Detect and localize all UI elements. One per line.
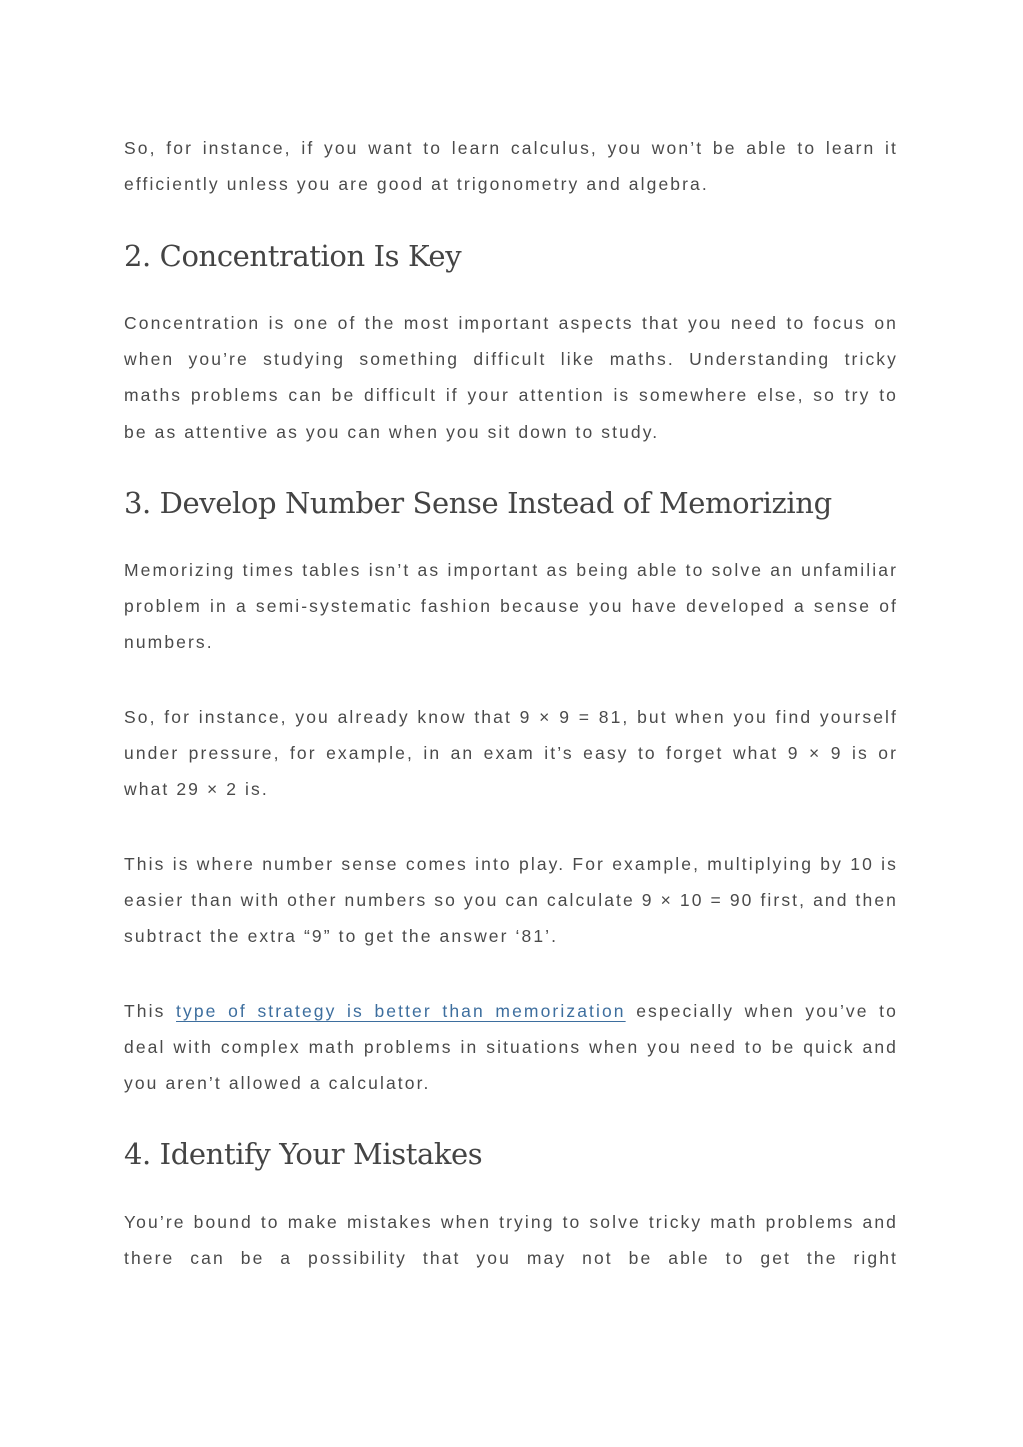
number-sense-paragraph-3: This is where number sense comes into play. For example, multiplying by 10 is easier than with other numbers so you can calculate 9 × 10 = 90 first, and then subtract the extra “9” to get the answer ‘81’.: [124, 854, 898, 947]
number-sense-paragraph-1: Memorizing times tables isn’t as important as being able to solve an unfamiliar problem in a semi-systematic fashion because you have developed a sense of numbers.: [124, 560, 898, 653]
paragraph-text-after-link: especially when you’ve to deal with complex math problems in situations when you need to be quick and you aren’t allowed a calculator.: [124, 1001, 898, 1094]
strategy-article-link[interactable]: type of strategy is better than memorization: [176, 1001, 626, 1021]
section-heading-number-sense: 3. Develop Number Sense Instead of Memorizing: [124, 486, 832, 520]
mistakes-paragraph: You’re bound to make mistakes when trying to solve tricky math problems and there can be a possibility that you may not be able to get the right: [124, 1212, 898, 1269]
number-sense-paragraph-4: [124, 993, 898, 1102]
section-heading-concentration: 2. Concentration Is Key: [124, 239, 462, 273]
number-sense-paragraph-2: So, for instance, you already know that 9 × 9 = 81, but when you find yourself under pressure, for example, in an exam it’s easy to forget what 9 × 9 is or what 29 × 2 is.: [124, 707, 898, 800]
intro-paragraph: So, for instance, if you want to learn calculus, you won’t be able to learn it efficiently unless you are good at trigonometry and algebra.: [124, 138, 898, 195]
paragraph-text-before-link: This: [124, 1001, 177, 1021]
section-heading-mistakes: 4. Identify Your Mistakes: [124, 1137, 483, 1171]
concentration-paragraph: Concentration is one of the most important aspects that you need to focus on when you’re studying something difficult like maths. Understanding tricky maths problems can be difficult if your attention is somewhere else, so try to be as attentive as you can when you sit down to study.: [124, 313, 898, 442]
